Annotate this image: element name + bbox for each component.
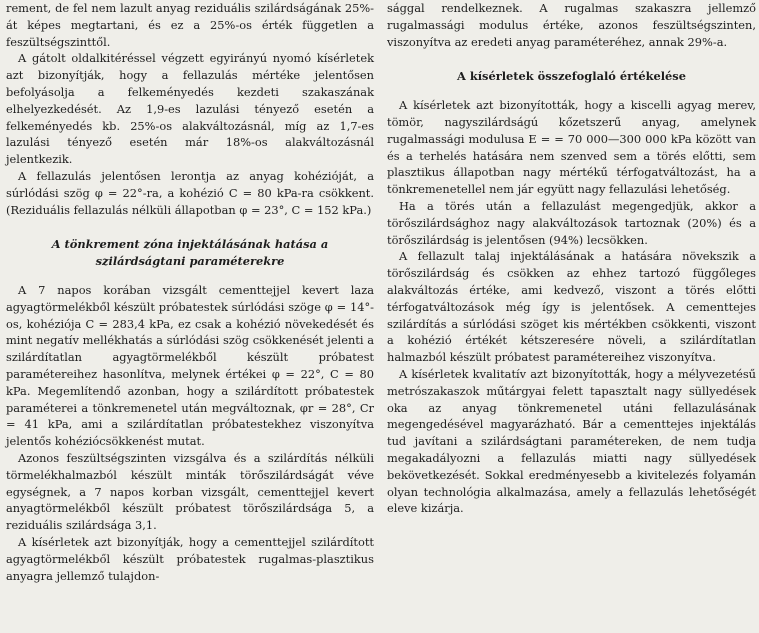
paragraph: A gátolt oldalkitéréssel végzett egyirányú nyomó kísérletek azt bizonyítják, hogy a fellazulás mértéke jelentősen befolyásolja a felkeményedés kezdeti szakaszának elhelyezkedését. Az 1,9-es lazulási tényező esetén a felkeményedés kb. 25%-os alakváltozásnál, míg az 1,7-es lazulási tényező esetén már 18%-os alakváltozásnál jelentkezik.: [6, 51, 374, 167]
paragraph: Azonos feszültségszinten vizsgálva és a szilárdítás nélküli törmelékhalmazból készült minták törőszilárdságát véve egységnek, a 7 napos korban vizsgált, cementtejjel kevert anyagtörmelékből készült próbatest törőszilárdsága 5, a reziduális szilárdsága 3,1.: [6, 450, 374, 533]
paragraph: rement, de fel nem lazult anyag reziduális szilárdságának 25%-át képes megtartani, és ez a 25%-os érték független a feszültségszinttől.: [6, 1, 374, 49]
paragraph: A 7 napos korában vizsgált cementtejjel kevert laza agyagtörmelékből készült próbatestek súrlódási szöge φ = 14°-os, kohéziója C = 283,4 kPa, ez csak a kohézió növekedését és mint negatív mellékhatás a súrlódási szög csökkenését jelenti a szilárdítatlan agyagtörmelékből készült próbatest paramétereihez hasonlítva, melynek értékei φ = 22°, C = 80 kPa. Megemlítendő azonban, hogy a szilárdított próbatestek paraméterei a tönkremenetel után megváltoznak, φr = 28°, Cr = 41 kPa, ami a szilárdítatlan próbatestekhez viszonyítva jelentős kohéziócsökkenést mutat.: [6, 282, 374, 449]
right-column: [387, 0, 756, 517]
paragraph: A fellazult talaj injektálásának a hatására növekszik a törőszilárdság és csökken az ehhez tartozó függőleges alakváltozás értéke, ami kedvező, viszont a törés előtti térfogatváltozások még így is jelentősek. A cementtejes szilárdítás a súrlódási szöget kis mértékben csökkenti, viszont a kohézió értékét kétszeresére növeli, a szilárdítatlan halmazból készült próbatest paramétereihez viszonyítva.: [387, 249, 756, 365]
section-heading: A kísérletek összefoglaló értékelése: [457, 69, 686, 84]
paragraph: A kísérletek azt bizonyítják, hogy a cementtejjel szilárdított agyagtörmelékből készült próbatestek rugalmas-plasztikus anyagra jellemző tulajdon-: [6, 534, 374, 583]
paragraph: sággal rendelkeznek. A rugalmas szakaszra jellemző rugalmassági modulus értéke, azonos feszültségszinten, viszonyítva az eredeti anyag paraméteréhez, annak 29%-a.: [387, 1, 756, 49]
paragraph: A kísérletek azt bizonyították, hogy a kiscelli agyag merev, tömör, nagyszilárdságú kőzetszerű anyag, amelynek rugalmassági modulusa E = = 70 000—300 000 kPa között van és a terhelés hatására nem szenved sem a törés előtti, sem plasztikus állapotban nagy mértékű térfogatváltozást, ha a tönkremenetellel nem jár együtt nagy fellazulási lehetőség.: [387, 98, 756, 197]
paragraph: A fellazulás jelentősen lerontja az anyag kohézióját, a súrlódási szög φ = 22°-ra, a kohézió C = 80 kPa-ra csökkent. (Reziduális fellazulás nélküli állapotban φ = 23°, C = 152 kPa.): [6, 168, 374, 217]
section-heading: A tönkrement zóna injektálásának hatása a szilárdságtani paraméterekre: [51, 237, 329, 269]
paragraph: Ha a törés után a fellazulást megengedjük, akkor a törőszilárdsághoz nagy alakváltozások tartoznak (20%) és a törőszilárdság is jelentősen (94%) lecsökken.: [387, 198, 756, 247]
paragraph: A kísérletek kvalitatív azt bizonyították, hogy a mélyvezetésű metrószakaszok műtárgyai felett tapasztalt nagy süllyedések oka az anyag tönkremenetel utáni fellazulásának megengedésével magyarázható. Bár a cementtejes injektálás tud javítani a szilárdságtani paramétereken, de nem tudja megakadályozni a fellazulás miatti nagy süllyedések bekövetkezését. Sokkal eredményesebb a kivitelezés folyamán olyan technológia alkalmazása, amely a fellazulás lehetőségét eleve kizárja.: [387, 366, 756, 516]
left-column: [0, 0, 374, 584]
